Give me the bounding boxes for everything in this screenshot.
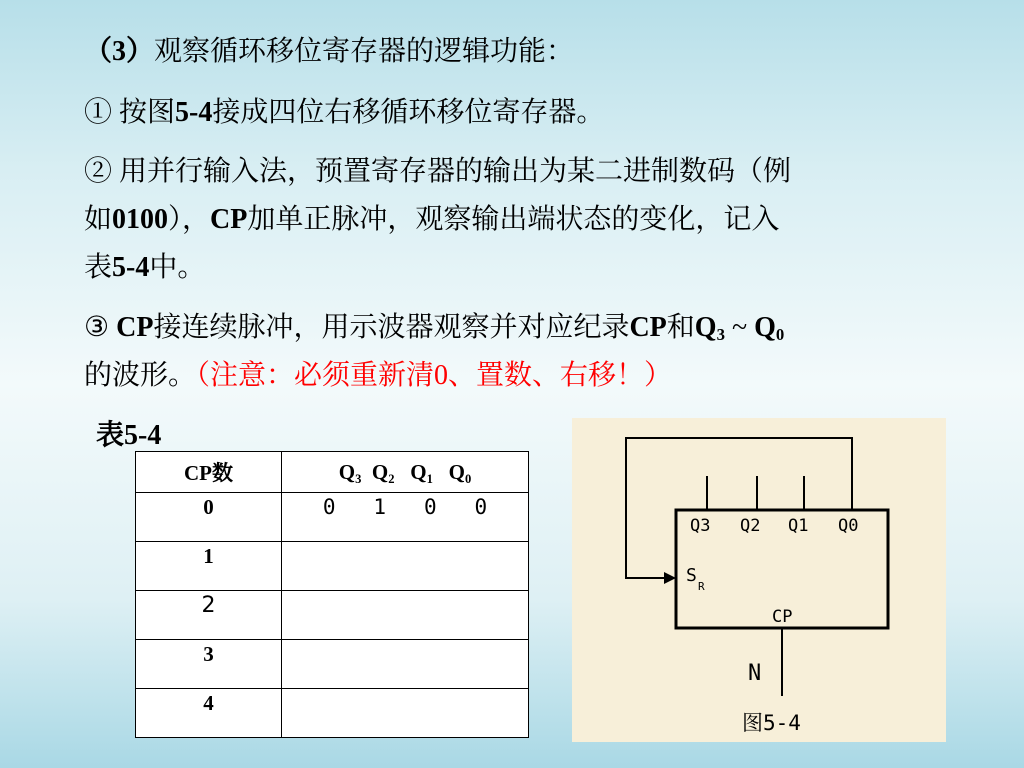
step-3-q3-sub: 3 [716, 325, 725, 344]
step-1-figure-ref: 5-4 [175, 97, 213, 128]
step-3-q0: Q [754, 312, 776, 343]
sr-arrow-icon [664, 572, 676, 584]
row-4-cp: 4 [136, 689, 282, 738]
label-q1: Q1 [788, 516, 809, 536]
step-2-text-2a: 如 [84, 204, 113, 235]
step-3-cp: CP [116, 312, 154, 343]
table-row [136, 640, 529, 689]
header-q-outputs [282, 452, 529, 493]
label-cp: CP [772, 607, 793, 627]
shift-register-diagram [572, 418, 946, 742]
hq2s: 2 [388, 471, 395, 486]
step-2-cp: CP [210, 204, 248, 235]
step-1-rest: 接成四位右移循环移位寄存器。 [212, 97, 605, 128]
warning-note: （注意：必须重新清0、置数、右移！） [196, 360, 673, 391]
row-3-q [282, 640, 529, 689]
step-3-text-b: 和 [666, 312, 695, 343]
feedback-wire [626, 438, 852, 578]
hq0s: 0 [464, 471, 472, 486]
row-3-cp: 3 [136, 640, 282, 689]
step-2-line-1 [84, 154, 791, 190]
step-3-q3: Q [694, 312, 717, 343]
step-2-text-2b: ）， [168, 204, 211, 235]
table-row [136, 591, 529, 640]
heading-text: 观察循环移位寄存器的逻辑功能： [154, 36, 575, 67]
step-3-text-a: 接连续脉冲，用示波器观察并对应纪录 [153, 312, 630, 343]
hq2: Q [371, 459, 389, 484]
step-2-line-2 [84, 202, 779, 238]
hq3: Q [338, 459, 356, 484]
row-1-q [282, 542, 529, 591]
row-1-cp: 1 [136, 542, 282, 591]
step-2-line-3 [84, 250, 205, 286]
table-caption: 表5-4 [96, 420, 162, 451]
state-table [135, 451, 529, 738]
step-2-text-3a: 表 [84, 252, 113, 283]
step-2-table-ref: 5-4 [112, 252, 150, 283]
hq1s: 1 [426, 471, 433, 486]
hq1: Q [410, 459, 427, 484]
step-2-code: 0100 [112, 204, 169, 235]
table-row [136, 493, 529, 542]
row-2-cp: 2 [136, 591, 282, 640]
label-q3: Q3 [690, 516, 711, 536]
hq3s: 3 [355, 471, 362, 486]
heading-number: （3） [84, 36, 155, 67]
step-2-text-2c: 加单正脉冲，观察输出端状态的变化，记入 [247, 204, 780, 235]
label-sr-sub: R [698, 580, 705, 593]
label-q0: Q0 [838, 516, 859, 536]
step-2-text-3b: 中。 [149, 252, 206, 283]
hq0: Q [448, 459, 465, 484]
heading [84, 34, 574, 70]
step-3-cp-2: CP [629, 312, 667, 343]
header-cp-count: CP数 [136, 452, 282, 493]
row-4-q [282, 689, 529, 738]
step-3-text-2: 的波形。 [84, 360, 197, 391]
label-n: N [748, 661, 762, 686]
table-row [136, 689, 529, 738]
step-3-line-1 [84, 310, 784, 346]
step-1 [84, 95, 604, 131]
step-2-text-1: ② 用并行输入法，预置寄存器的输出为某二进制数码（例 [84, 156, 792, 187]
table-header-row [136, 452, 529, 493]
row-0-cp: 0 [136, 493, 282, 542]
label-sr: S [686, 565, 697, 586]
table-row [136, 542, 529, 591]
row-2-q [282, 591, 529, 640]
figure-caption: 图5-4 [742, 711, 801, 735]
label-q2: Q2 [740, 516, 761, 536]
step-3-mark: ③ [84, 312, 117, 343]
row-0-q: 0 1 0 0 [282, 493, 529, 542]
step-3-q0-sub: 0 [775, 325, 785, 344]
step-3-line-2 [84, 358, 672, 394]
step-1-mark: ① 按图 [84, 97, 176, 128]
step-3-tilde: ~ [724, 312, 755, 343]
